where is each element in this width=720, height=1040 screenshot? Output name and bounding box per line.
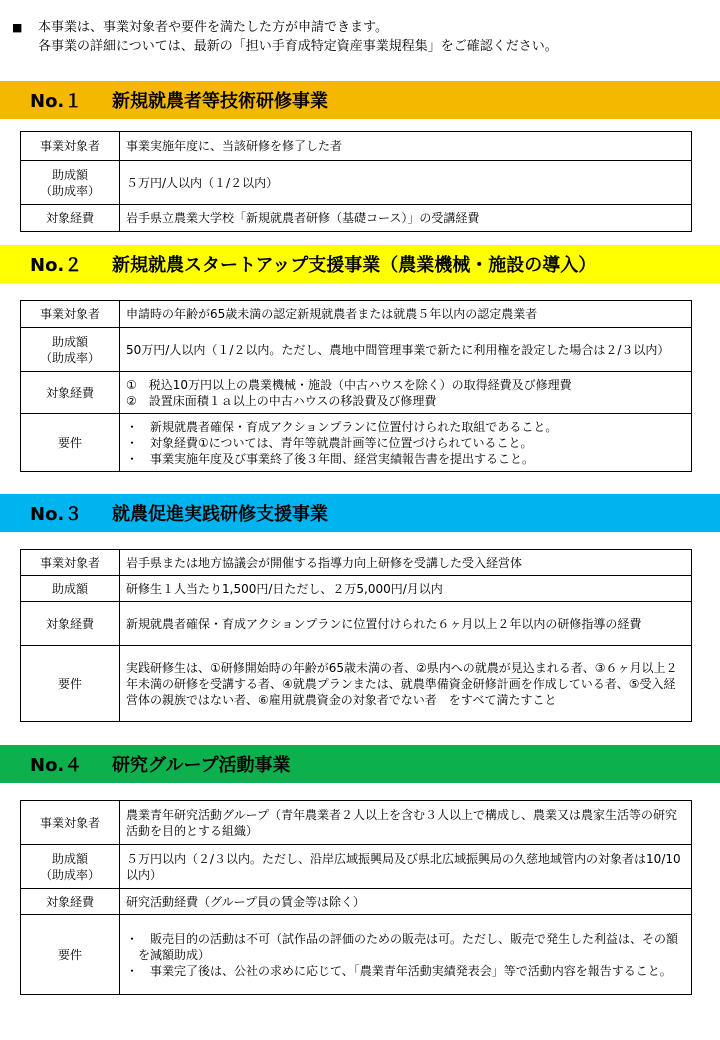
section-1-title: 新規就農者等技術研修事業 — [112, 91, 328, 112]
row-label-line: （助成率） — [39, 183, 100, 198]
section-2-number: No.２ — [30, 255, 83, 276]
row-label: 事業対象者 — [21, 301, 120, 328]
row-label: 事業対象者 — [21, 132, 120, 161]
section-4-table — [20, 800, 692, 995]
section-2-banner — [0, 245, 720, 283]
row-value: 研究活動経費（グループ員の賃金等は除く） — [120, 889, 692, 915]
row-value: 事業実施年度に、当該研修を修了した者 — [120, 132, 692, 161]
row-value — [120, 915, 692, 995]
row-value — [120, 414, 692, 472]
table-row — [21, 845, 692, 889]
square-bullet-icon: ■ — [12, 21, 23, 34]
intro-line-2: 各事業の詳細については、最新の「担い手育成特定資産事業規程集」をご確認ください。 — [38, 39, 558, 54]
row-label: 要件 — [21, 646, 120, 722]
row-value-line: ・ 販売目的の活動は不可（試作品の評価のための販売は可。ただし、販売で発生した利益は、その額を減額助成） — [126, 931, 679, 962]
intro-notice — [12, 18, 702, 56]
row-label — [21, 328, 120, 372]
row-label: 対象経費 — [21, 205, 120, 232]
row-value: 実践研修生は、①研修開始時の年齢が65歳未満の者、②県内への就農が見込まれる者、③６ヶ月以上２年未満の研修を受講する者、④就農プランまたは、就農準備資金研修計画を作成している者、⑤受入経営体の親族ではない者、⑥雇用就農資金の対象者でない者 をすべて満たすこと — [120, 646, 692, 722]
row-label-line: 助成額 — [51, 167, 88, 182]
row-label-line: （助成率） — [39, 867, 100, 882]
row-value: ５万円以内（２/３以内。ただし、沿岸広域振興局及び県北広域振興局の久慈地域管内の対象者は10/10以内） — [120, 845, 692, 889]
table-row — [21, 328, 692, 372]
row-value-line: ・ 対象経費①については、青年等就農計画等に位置づけられていること。 — [126, 435, 533, 450]
row-value: 岩手県立農業大学校「新規就農者研修（基礎コース）」の受講経費 — [120, 205, 692, 232]
section-1-banner — [0, 81, 720, 119]
row-value-line: ① 税込10万円以上の農業機械・施設（中古ハウスを除く）の取得経費及び修理費 — [126, 377, 572, 392]
row-label-line: （助成率） — [39, 350, 100, 365]
table-row — [21, 889, 692, 915]
row-value-line: ・ 事業実施年度及び事業終了後３年間、経営実績報告書を提出すること。 — [126, 451, 535, 466]
section-4-banner — [0, 745, 720, 783]
row-label-line: 助成額 — [51, 851, 88, 866]
row-label — [21, 845, 120, 889]
row-value: 農業青年研究活動グループ（青年農業者２人以上を含む３人以上で構成し、農業又は農家生活等の研究活動を目的とする組織） — [120, 801, 692, 845]
table-row — [21, 414, 692, 472]
row-label: 要件 — [21, 915, 120, 995]
intro-line-1: 本事業は、事業対象者や要件を満たした方が申請できます。 — [38, 20, 388, 35]
section-1-table — [20, 131, 692, 232]
section-3-table — [20, 549, 692, 722]
table-row — [21, 576, 692, 602]
row-value-line: ・ 事業完了後は、公社の求めに応じて、「農業青年活動実績発表会」等で活動内容を報告すること。 — [126, 963, 672, 978]
section-3-number: No.３ — [30, 504, 83, 525]
row-label: 対象経費 — [21, 889, 120, 915]
table-row — [21, 372, 692, 414]
table-row — [21, 801, 692, 845]
table-row — [21, 161, 692, 205]
row-value — [120, 372, 692, 414]
row-value: 50万円/人以内（１/２以内。ただし、農地中間管理事業で新たに利用権を設定した場合は２/３以内） — [120, 328, 692, 372]
row-value-line: ・ 新規就農者確保・育成アクションプランに位置付けられた取組であること。 — [126, 419, 558, 434]
row-label — [21, 161, 120, 205]
row-label: 事業対象者 — [21, 550, 120, 576]
row-label: 対象経費 — [21, 372, 120, 414]
table-row — [21, 646, 692, 722]
section-2-table — [20, 300, 692, 472]
table-row — [21, 602, 692, 646]
section-4-title: 研究グループ活動事業 — [112, 755, 291, 776]
section-3-banner — [0, 494, 720, 532]
row-value: 新規就農者確保・育成アクションプランに位置付けられた６ヶ月以上２年以内の研修指導の経費 — [120, 602, 692, 646]
table-row — [21, 915, 692, 995]
table-row — [21, 132, 692, 161]
table-row — [21, 550, 692, 576]
section-4-number: No.４ — [30, 755, 83, 776]
row-label: 助成額 — [21, 576, 120, 602]
table-row — [21, 301, 692, 328]
row-label-line: 助成額 — [51, 334, 88, 349]
row-value: 岩手県または地方協議会が開催する指導力向上研修を受講した受入経営体 — [120, 550, 692, 576]
row-label: 要件 — [21, 414, 120, 472]
row-value-line: ② 設置床面積１ａ以上の中古ハウスの移設費及び修理費 — [126, 393, 437, 408]
row-value: ５万円/人以内（１/２以内） — [120, 161, 692, 205]
row-label: 対象経費 — [21, 602, 120, 646]
row-value: 申請時の年齢が65歳未満の認定新規就農者または就農５年以内の認定農業者 — [120, 301, 692, 328]
section-3-title: 就農促進実践研修支援事業 — [112, 504, 328, 525]
table-row — [21, 205, 692, 232]
section-2-title: 新規就農スタートアップ支援事業（農業機械・施設の導入） — [112, 255, 597, 276]
row-value: 研修生１人当たり1,500円/日ただし、２万5,000円/月以内 — [120, 576, 692, 602]
row-label: 事業対象者 — [21, 801, 120, 845]
section-1-number: No.１ — [30, 91, 83, 112]
